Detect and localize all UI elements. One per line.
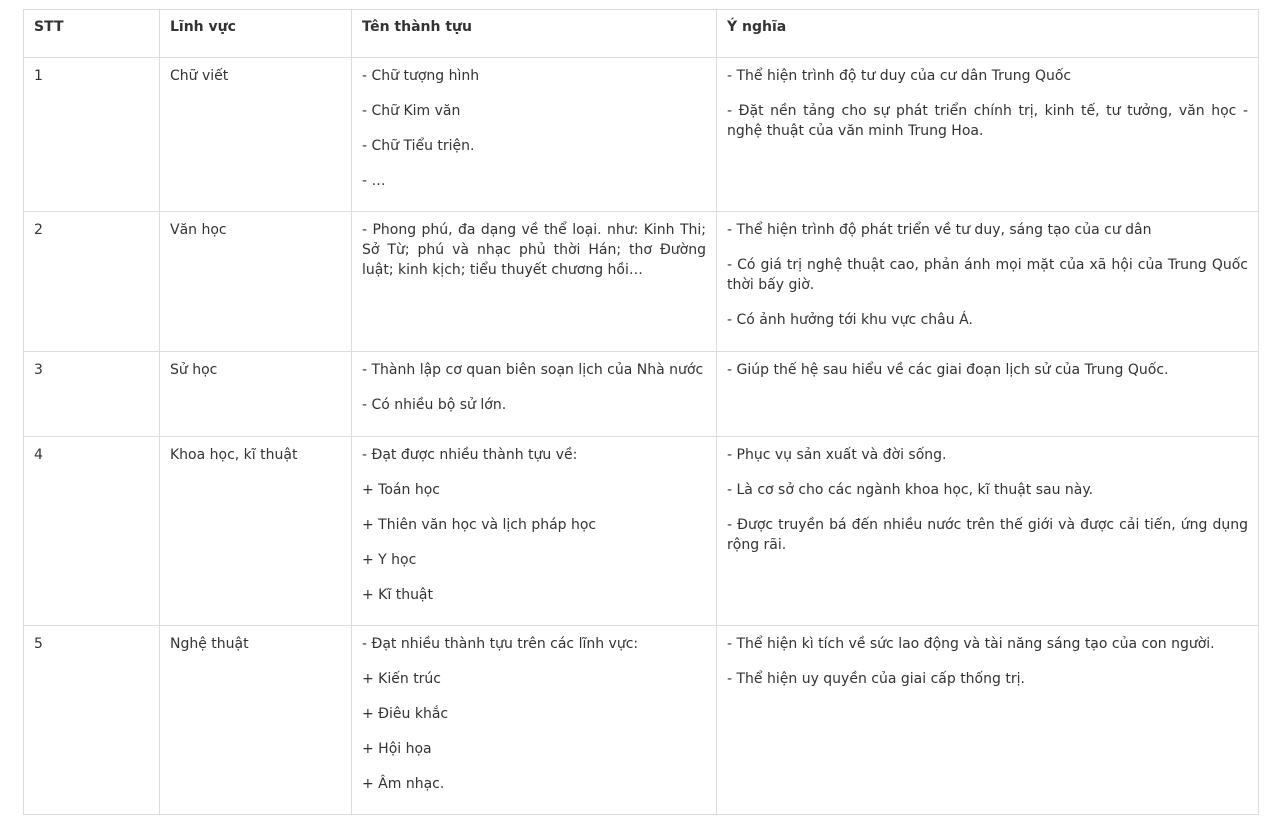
achievement-item: + Điêu khắc [362,706,449,722]
achievements-table [23,9,1259,815]
achievement-item: - Đạt nhiều thành tựu trên các lĩnh vực: [362,636,639,652]
achievement-item: + Âm nhạc. [362,776,445,792]
meaning-item: - Có ảnh hưởng tới khu vực châu Á. [727,312,973,328]
row-field: Nghệ thuật [160,626,352,815]
table-row [24,352,1259,437]
row-stt: 2 [24,212,160,352]
achievement-item: - Có nhiều bộ sử lớn. [362,397,507,413]
header-row [24,10,1259,58]
table-row [24,626,1259,815]
row-achievements [352,352,717,437]
achievement-item: - Phong phú, đa dạng về thể loại. như: Kinh Thi; Sở Từ; phú và nhạc phủ thời Hán; thơ Đường luật; kinh kịch; tiểu thuyết chương hồi… [362,222,706,278]
row-meaning [717,212,1259,352]
achievement-item: + Thiên văn học và lịch pháp học [362,517,597,533]
row-stt: 1 [24,58,160,212]
row-achievements [352,626,717,815]
meaning-item: - Được truyền bá đến nhiều nước trên thế giới và được cải tiến, ứng dụng rộng rãi. [727,517,1248,553]
meaning-item: - Giúp thế hệ sau hiểu về các giai đoạn lịch sử của Trung Quốc. [727,362,1169,378]
row-meaning [717,58,1259,212]
table-row [24,212,1259,352]
achievement-item: + Y học [362,552,417,568]
row-meaning [717,626,1259,815]
row-field: Sử học [160,352,352,437]
header-field: Lĩnh vực [160,10,352,58]
row-stt: 5 [24,626,160,815]
header-meaning: Ý nghĩa [717,10,1259,58]
table-body [24,58,1259,815]
meaning-item: - Thể hiện trình độ phát triển về tư duy, sáng tạo của cư dân [727,222,1152,238]
row-meaning [717,437,1259,626]
achievement-item: - Chữ Kim văn [362,103,461,119]
meaning-item: - Đặt nền tảng cho sự phát triển chính trị, kinh tế, tư tưởng, văn học - nghệ thuật của văn minh Trung Hoa. [727,103,1248,139]
achievement-item: - … [362,173,386,189]
row-achievements [352,212,717,352]
meaning-item: - Có giá trị nghệ thuật cao, phản ánh mọi mặt của xã hội của Trung Quốc thời bấy giờ. [727,257,1248,293]
header-achievements: Tên thành tựu [352,10,717,58]
achievement-item: + Hội họa [362,741,432,757]
meaning-item: - Là cơ sở cho các ngành khoa học, kĩ thuật sau này. [727,482,1094,498]
meaning-item: - Thể hiện kì tích về sức lao động và tài năng sáng tạo của con người. [727,636,1215,652]
row-achievements [352,437,717,626]
row-field: Chữ viết [160,58,352,212]
row-achievements [352,58,717,212]
achievement-item: + Kĩ thuật [362,587,434,603]
achievement-item: - Thành lập cơ quan biên soạn lịch của Nhà nước [362,362,704,378]
table-row [24,58,1259,212]
achievement-item: - Chữ Tiểu triện. [362,138,475,154]
row-meaning [717,352,1259,437]
achievement-item: + Toán học [362,482,440,498]
table-row [24,437,1259,626]
meaning-item: - Thể hiện uy quyền của giai cấp thống trị. [727,671,1025,687]
achievement-item: - Đạt được nhiều thành tựu về: [362,447,578,463]
achievement-item: - Chữ tượng hình [362,68,480,84]
meaning-item: - Thể hiện trình độ tư duy của cư dân Trung Quốc [727,68,1072,84]
achievement-item: + Kiến trúc [362,671,442,687]
achievements-table-container [23,9,1258,815]
meaning-item: - Phục vụ sản xuất và đời sống. [727,447,947,463]
row-stt: 3 [24,352,160,437]
row-stt: 4 [24,437,160,626]
row-field: Văn học [160,212,352,352]
row-field: Khoa học, kĩ thuật [160,437,352,626]
header-stt: STT [24,10,160,58]
table-header [24,10,1259,58]
